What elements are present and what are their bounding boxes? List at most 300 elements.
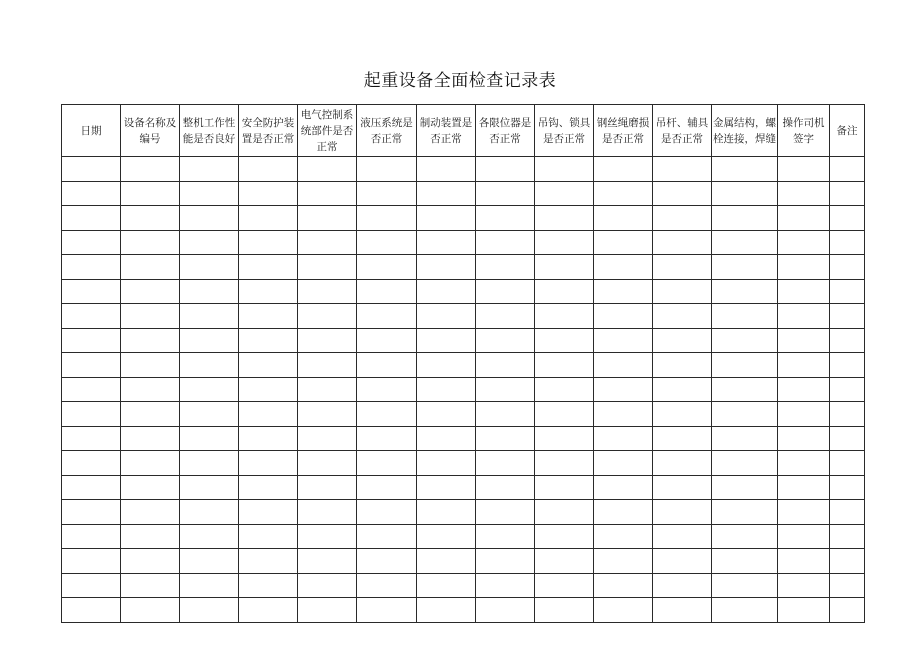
table-cell[interactable] — [239, 353, 298, 378]
table-cell[interactable] — [594, 181, 653, 206]
table-cell[interactable] — [180, 426, 239, 451]
table-cell[interactable] — [298, 328, 357, 353]
table-cell[interactable] — [830, 500, 865, 525]
table-cell[interactable] — [417, 279, 476, 304]
table-cell[interactable] — [535, 157, 594, 182]
table-cell[interactable] — [535, 549, 594, 574]
table-cell[interactable] — [476, 206, 535, 231]
table-cell[interactable] — [298, 549, 357, 574]
table-cell[interactable] — [357, 230, 417, 255]
table-cell[interactable] — [594, 255, 653, 280]
table-row — [62, 598, 865, 623]
table-cell[interactable] — [476, 304, 535, 329]
table-cell[interactable] — [180, 475, 239, 500]
table-cell[interactable] — [239, 426, 298, 451]
header-safety-guard: 安全防护装置是否正常 — [239, 105, 298, 157]
table-cell[interactable] — [357, 181, 417, 206]
table-cell[interactable] — [830, 181, 865, 206]
table-cell[interactable] — [239, 573, 298, 598]
table-cell[interactable] — [298, 598, 357, 623]
table-cell[interactable] — [62, 451, 121, 476]
table-cell[interactable] — [594, 475, 653, 500]
table-cell[interactable] — [778, 230, 830, 255]
table-cell[interactable] — [712, 451, 778, 476]
table-cell[interactable] — [778, 451, 830, 476]
table-cell[interactable] — [653, 573, 712, 598]
header-wire-rope-wear: 钢丝绳磨损是否正常 — [594, 105, 653, 157]
table-cell[interactable] — [357, 451, 417, 476]
table-cell[interactable] — [417, 451, 476, 476]
table-cell[interactable] — [239, 500, 298, 525]
table-cell[interactable] — [778, 304, 830, 329]
table-cell[interactable] — [121, 598, 180, 623]
table-cell[interactable] — [594, 500, 653, 525]
table-cell[interactable] — [121, 402, 180, 427]
table-cell[interactable] — [594, 304, 653, 329]
table-cell[interactable] — [180, 279, 239, 304]
table-cell[interactable] — [239, 328, 298, 353]
table-cell[interactable] — [830, 279, 865, 304]
table-cell[interactable] — [535, 451, 594, 476]
table-cell[interactable] — [594, 206, 653, 231]
table-cell[interactable] — [357, 353, 417, 378]
table-cell[interactable] — [121, 279, 180, 304]
table-cell[interactable] — [712, 255, 778, 280]
table-cell[interactable] — [62, 255, 121, 280]
table-cell[interactable] — [357, 157, 417, 182]
table-cell[interactable] — [653, 304, 712, 329]
table-cell[interactable] — [712, 181, 778, 206]
header-limit-switches: 各限位器是否正常 — [476, 105, 535, 157]
table-cell[interactable] — [653, 524, 712, 549]
table-cell[interactable] — [712, 230, 778, 255]
table-cell[interactable] — [62, 524, 121, 549]
header-overall-performance: 整机工作性能是否良好 — [180, 105, 239, 157]
table-cell[interactable] — [778, 402, 830, 427]
table-cell[interactable] — [357, 500, 417, 525]
table-cell[interactable] — [653, 328, 712, 353]
table-cell[interactable] — [417, 377, 476, 402]
table-cell[interactable] — [180, 206, 239, 231]
table-cell[interactable] — [594, 157, 653, 182]
table-cell[interactable] — [476, 573, 535, 598]
table-cell[interactable] — [778, 573, 830, 598]
table-cell[interactable] — [180, 451, 239, 476]
table-cell[interactable] — [417, 475, 476, 500]
table-cell[interactable] — [357, 377, 417, 402]
table-cell[interactable] — [417, 573, 476, 598]
table-cell[interactable] — [298, 500, 357, 525]
table-cell[interactable] — [778, 524, 830, 549]
table-cell[interactable] — [62, 328, 121, 353]
table-cell[interactable] — [298, 426, 357, 451]
table-cell[interactable] — [712, 206, 778, 231]
table-cell[interactable] — [62, 475, 121, 500]
table-cell[interactable] — [778, 279, 830, 304]
table-cell[interactable] — [594, 328, 653, 353]
table-cell[interactable] — [778, 206, 830, 231]
table-cell[interactable] — [830, 451, 865, 476]
table-cell[interactable] — [298, 230, 357, 255]
table-cell[interactable] — [417, 500, 476, 525]
table-cell[interactable] — [239, 377, 298, 402]
table-cell[interactable] — [357, 524, 417, 549]
table-cell[interactable] — [712, 279, 778, 304]
table-cell[interactable] — [476, 402, 535, 427]
table-cell[interactable] — [417, 549, 476, 574]
table-row — [62, 353, 865, 378]
table-cell[interactable] — [830, 206, 865, 231]
table-cell[interactable] — [417, 206, 476, 231]
table-cell[interactable] — [476, 549, 535, 574]
table-cell[interactable] — [476, 524, 535, 549]
table-cell[interactable] — [417, 304, 476, 329]
table-cell[interactable] — [417, 328, 476, 353]
table-cell[interactable] — [535, 475, 594, 500]
table-cell[interactable] — [239, 279, 298, 304]
table-cell[interactable] — [239, 304, 298, 329]
table-cell[interactable] — [180, 304, 239, 329]
table-cell[interactable] — [239, 157, 298, 182]
table-cell[interactable] — [62, 157, 121, 182]
table-cell[interactable] — [357, 426, 417, 451]
table-cell[interactable] — [239, 598, 298, 623]
table-cell[interactable] — [535, 598, 594, 623]
table-cell[interactable] — [830, 475, 865, 500]
table-cell[interactable] — [417, 402, 476, 427]
table-row — [62, 549, 865, 574]
document-title: 起重设备全面检查记录表 — [363, 71, 557, 91]
table-cell[interactable] — [298, 157, 357, 182]
table-cell[interactable] — [121, 328, 180, 353]
header-remarks: 备注 — [830, 105, 865, 157]
table-cell[interactable] — [778, 328, 830, 353]
table-cell[interactable] — [417, 157, 476, 182]
table-cell[interactable] — [712, 377, 778, 402]
table-cell[interactable] — [121, 500, 180, 525]
table-cell[interactable] — [535, 500, 594, 525]
table-cell[interactable] — [62, 573, 121, 598]
table-cell[interactable] — [180, 402, 239, 427]
table-cell[interactable] — [712, 549, 778, 574]
table-cell[interactable] — [778, 598, 830, 623]
table-cell[interactable] — [712, 500, 778, 525]
table-cell[interactable] — [121, 230, 180, 255]
table-row — [62, 573, 865, 598]
table-cell[interactable] — [594, 279, 653, 304]
table-cell[interactable] — [535, 426, 594, 451]
table-row — [62, 279, 865, 304]
table-cell[interactable] — [594, 573, 653, 598]
table-cell[interactable] — [121, 304, 180, 329]
table-cell[interactable] — [298, 573, 357, 598]
table-cell[interactable] — [180, 328, 239, 353]
table-cell[interactable] — [239, 451, 298, 476]
table-cell[interactable] — [594, 230, 653, 255]
table-cell[interactable] — [535, 328, 594, 353]
table-cell[interactable] — [476, 426, 535, 451]
table-cell[interactable] — [653, 353, 712, 378]
table-cell[interactable] — [535, 279, 594, 304]
table-row — [62, 255, 865, 280]
table-cell[interactable] — [653, 230, 712, 255]
table-cell[interactable] — [239, 549, 298, 574]
table-cell[interactable] — [239, 230, 298, 255]
table-cell[interactable] — [121, 181, 180, 206]
table-cell[interactable] — [594, 426, 653, 451]
table-row — [62, 230, 865, 255]
table-cell[interactable] — [778, 500, 830, 525]
table-cell[interactable] — [62, 549, 121, 574]
table-row — [62, 157, 865, 182]
table-cell[interactable] — [121, 573, 180, 598]
table-cell[interactable] — [594, 353, 653, 378]
table-cell[interactable] — [476, 598, 535, 623]
table-cell[interactable] — [535, 230, 594, 255]
table-cell[interactable] — [535, 206, 594, 231]
table-cell[interactable] — [830, 157, 865, 182]
table-cell[interactable] — [62, 230, 121, 255]
table-cell[interactable] — [830, 377, 865, 402]
table-cell[interactable] — [535, 573, 594, 598]
table-cell[interactable] — [476, 279, 535, 304]
table-cell[interactable] — [535, 255, 594, 280]
table-cell[interactable] — [180, 181, 239, 206]
table-cell[interactable] — [239, 402, 298, 427]
table-cell[interactable] — [357, 206, 417, 231]
table-cell[interactable] — [476, 377, 535, 402]
table-cell[interactable] — [653, 426, 712, 451]
table-cell[interactable] — [476, 230, 535, 255]
table-cell[interactable] — [653, 549, 712, 574]
table-cell[interactable] — [239, 475, 298, 500]
table-cell[interactable] — [357, 475, 417, 500]
table-cell[interactable] — [357, 255, 417, 280]
table-cell[interactable] — [778, 157, 830, 182]
table-cell[interactable] — [298, 451, 357, 476]
table-cell[interactable] — [121, 549, 180, 574]
table-cell[interactable] — [180, 573, 239, 598]
table-cell[interactable] — [712, 353, 778, 378]
table-cell[interactable] — [298, 377, 357, 402]
table-cell[interactable] — [417, 230, 476, 255]
table-cell[interactable] — [594, 524, 653, 549]
table-cell[interactable] — [830, 573, 865, 598]
header-equipment-name-number: 设备名称及编号 — [121, 105, 180, 157]
table-cell[interactable] — [778, 475, 830, 500]
table-cell[interactable] — [476, 500, 535, 525]
table-row — [62, 328, 865, 353]
table-cell[interactable] — [778, 426, 830, 451]
table-cell[interactable] — [417, 255, 476, 280]
table-cell[interactable] — [653, 500, 712, 525]
table-cell[interactable] — [594, 377, 653, 402]
table-cell[interactable] — [653, 475, 712, 500]
table-cell[interactable] — [653, 598, 712, 623]
header-brake-device: 制动装置是否正常 — [417, 105, 476, 157]
table-cell[interactable] — [417, 426, 476, 451]
table-cell[interactable] — [357, 402, 417, 427]
table-cell[interactable] — [298, 304, 357, 329]
table-cell[interactable] — [239, 255, 298, 280]
header-boom-accessories: 吊杆、辅具是否正常 — [653, 105, 712, 157]
table-cell[interactable] — [712, 598, 778, 623]
table-cell[interactable] — [476, 475, 535, 500]
table-row — [62, 500, 865, 525]
table-cell[interactable] — [535, 402, 594, 427]
table-cell[interactable] — [712, 304, 778, 329]
table-cell[interactable] — [180, 598, 239, 623]
table-cell[interactable] — [121, 524, 180, 549]
table-cell[interactable] — [121, 451, 180, 476]
table-cell[interactable] — [121, 353, 180, 378]
table-cell[interactable] — [298, 255, 357, 280]
table-cell[interactable] — [239, 206, 298, 231]
table-header-row — [62, 105, 865, 157]
table-cell[interactable] — [62, 426, 121, 451]
table-cell[interactable] — [594, 549, 653, 574]
table-cell[interactable] — [417, 524, 476, 549]
table-cell[interactable] — [121, 377, 180, 402]
table-cell[interactable] — [62, 353, 121, 378]
table-cell[interactable] — [121, 426, 180, 451]
table-cell[interactable] — [594, 598, 653, 623]
table-cell[interactable] — [180, 255, 239, 280]
table-cell[interactable] — [121, 475, 180, 500]
table-row — [62, 402, 865, 427]
table-cell[interactable] — [712, 475, 778, 500]
table-cell[interactable] — [298, 402, 357, 427]
table-cell[interactable] — [594, 402, 653, 427]
table-cell[interactable] — [535, 524, 594, 549]
header-hook-rigging: 吊钩、锁具是否正常 — [535, 105, 594, 157]
table-cell[interactable] — [830, 328, 865, 353]
table-cell[interactable] — [298, 181, 357, 206]
table-cell[interactable] — [357, 549, 417, 574]
table-cell[interactable] — [357, 328, 417, 353]
table-cell[interactable] — [594, 451, 653, 476]
header-electrical-control: 电气控制系统部件是否正常 — [298, 105, 357, 157]
table-cell[interactable] — [180, 230, 239, 255]
table-row — [62, 304, 865, 329]
table-cell[interactable] — [476, 451, 535, 476]
table-row — [62, 181, 865, 206]
table-cell[interactable] — [535, 304, 594, 329]
table-cell[interactable] — [417, 353, 476, 378]
table-cell[interactable] — [357, 304, 417, 329]
table-cell[interactable] — [653, 206, 712, 231]
table-cell[interactable] — [830, 426, 865, 451]
table-cell[interactable] — [830, 402, 865, 427]
table-cell[interactable] — [535, 377, 594, 402]
table-cell[interactable] — [653, 279, 712, 304]
table-cell[interactable] — [712, 157, 778, 182]
table-cell[interactable] — [357, 598, 417, 623]
table-cell[interactable] — [476, 157, 535, 182]
table-cell[interactable] — [778, 549, 830, 574]
table-cell[interactable] — [535, 181, 594, 206]
header-operator-signature: 操作司机签字 — [778, 105, 830, 157]
table-cell[interactable] — [298, 279, 357, 304]
table-cell[interactable] — [180, 353, 239, 378]
table-cell[interactable] — [62, 402, 121, 427]
table-row — [62, 377, 865, 402]
table-cell[interactable] — [830, 230, 865, 255]
table-cell[interactable] — [298, 524, 357, 549]
table-cell[interactable] — [653, 157, 712, 182]
table-cell[interactable] — [653, 255, 712, 280]
table-cell[interactable] — [653, 451, 712, 476]
table-cell[interactable] — [830, 304, 865, 329]
header-metal-structure: 金属结构，螺栓连接，焊缝 — [712, 105, 778, 157]
table-cell[interactable] — [476, 255, 535, 280]
table-cell[interactable] — [712, 426, 778, 451]
table-cell[interactable] — [239, 181, 298, 206]
table-row — [62, 426, 865, 451]
table-cell[interactable] — [712, 402, 778, 427]
table-cell[interactable] — [476, 328, 535, 353]
table-cell[interactable] — [476, 181, 535, 206]
table-cell[interactable] — [62, 304, 121, 329]
table-cell[interactable] — [62, 598, 121, 623]
table-cell[interactable] — [357, 573, 417, 598]
table-cell[interactable] — [62, 279, 121, 304]
table-cell[interactable] — [417, 181, 476, 206]
table-cell[interactable] — [357, 279, 417, 304]
table-row — [62, 206, 865, 231]
table-cell[interactable] — [778, 377, 830, 402]
table-cell[interactable] — [121, 157, 180, 182]
table-cell[interactable] — [830, 255, 865, 280]
table-cell[interactable] — [180, 157, 239, 182]
table-cell[interactable] — [712, 573, 778, 598]
table-cell[interactable] — [121, 206, 180, 231]
table-cell[interactable] — [830, 524, 865, 549]
table-body — [62, 157, 865, 623]
table-row — [62, 475, 865, 500]
table-cell[interactable] — [62, 206, 121, 231]
table-cell[interactable] — [298, 206, 357, 231]
header-hydraulic-system: 液压系统是否正常 — [357, 105, 417, 157]
table-cell[interactable] — [62, 181, 121, 206]
table-cell[interactable] — [653, 377, 712, 402]
table-cell[interactable] — [778, 181, 830, 206]
table-cell[interactable] — [535, 353, 594, 378]
table-cell[interactable] — [239, 524, 298, 549]
table-cell[interactable] — [62, 500, 121, 525]
table-cell[interactable] — [476, 353, 535, 378]
table-cell[interactable] — [62, 377, 121, 402]
table-cell[interactable] — [830, 598, 865, 623]
header-date: 日期 — [62, 105, 121, 157]
table-cell[interactable] — [653, 181, 712, 206]
table-cell[interactable] — [417, 598, 476, 623]
table-cell[interactable] — [712, 328, 778, 353]
table-cell[interactable] — [830, 353, 865, 378]
table-cell[interactable] — [830, 549, 865, 574]
table-cell[interactable] — [180, 524, 239, 549]
table-cell[interactable] — [298, 475, 357, 500]
table-cell[interactable] — [298, 353, 357, 378]
table-cell[interactable] — [180, 377, 239, 402]
table-cell[interactable] — [712, 524, 778, 549]
table-cell[interactable] — [778, 255, 830, 280]
table-cell[interactable] — [778, 353, 830, 378]
table-cell[interactable] — [121, 255, 180, 280]
table-cell[interactable] — [653, 402, 712, 427]
table-cell[interactable] — [180, 549, 239, 574]
table-cell[interactable] — [180, 500, 239, 525]
